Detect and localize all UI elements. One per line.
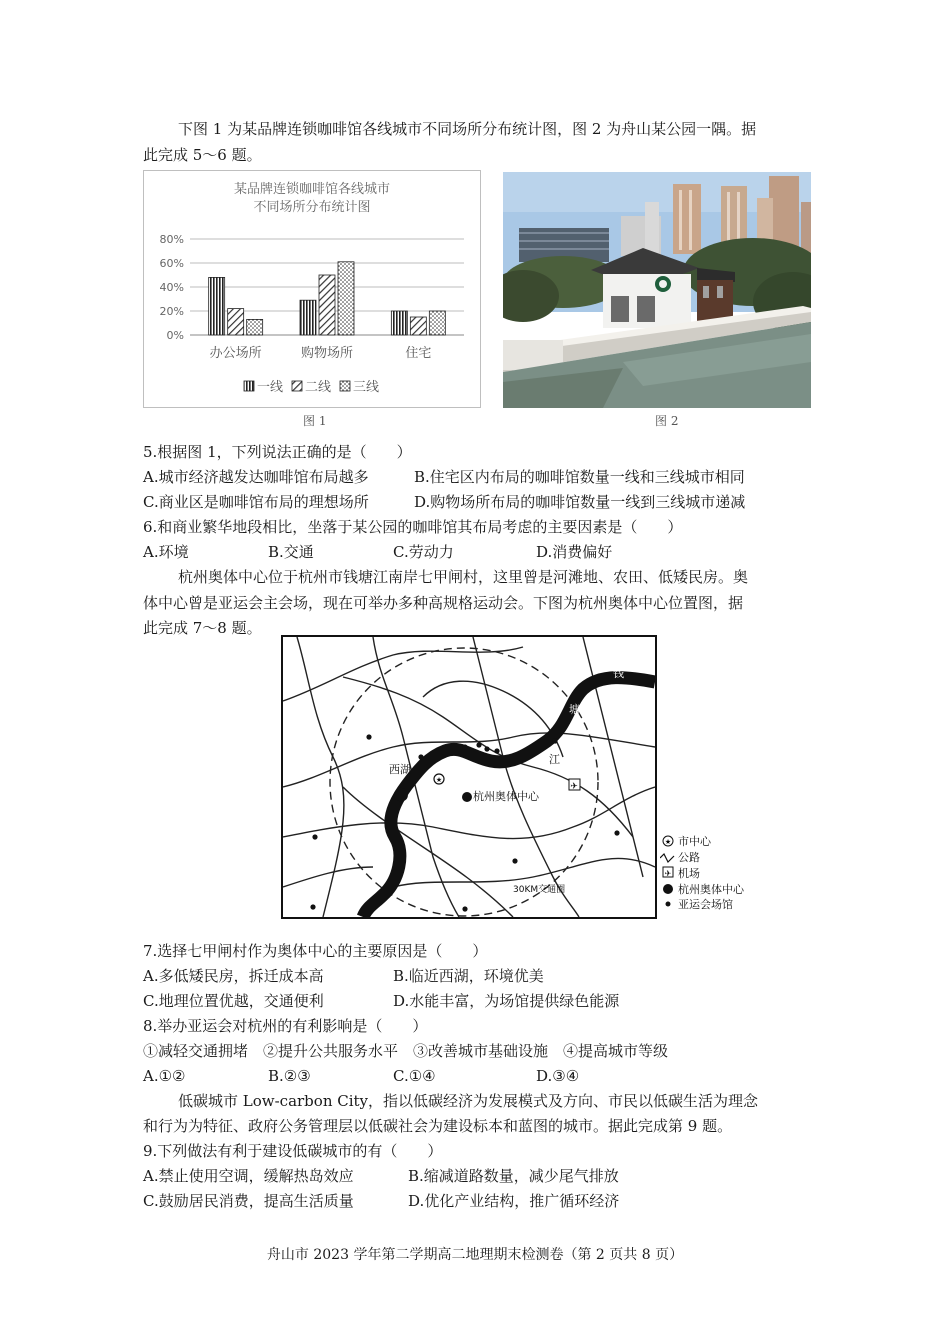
legend-swatch-三线 — [340, 381, 350, 391]
venue-dot — [484, 746, 489, 751]
river-char-2: 塘 — [569, 703, 580, 716]
q7-option-b: B.临近西湖，环境优美 — [393, 967, 544, 985]
olympic-center-marker — [462, 792, 472, 802]
venue-dot — [310, 904, 315, 909]
q9-option-d: D.优化产业结构，推广循环经济 — [408, 1192, 620, 1210]
legend-venue: 亚运会场馆 — [678, 898, 733, 911]
intro-paragraph-2-cont: 体中心曾是亚运会主会场，现在可举办多种高规格运动会。下图为杭州奥体中心位置图，据 — [143, 594, 744, 612]
q6-option-a: A.环境 — [143, 543, 189, 561]
road — [283, 867, 373, 887]
intro-paragraph-1-cont: 此完成 5～6 题。 — [143, 146, 262, 164]
venue-dot — [552, 738, 557, 743]
venue-dot — [366, 734, 371, 739]
figure-1-caption: 图 1 — [303, 414, 327, 428]
bar-三线-办公场所 — [247, 319, 263, 335]
legend-label-一线: 一线 — [257, 380, 284, 395]
question-7-stem: 7.选择七甲闸村作为奥体中心的主要原因是（ ） — [143, 942, 488, 960]
city-center-star-icon: ★ — [435, 776, 443, 784]
q6-option-b: B.交通 — [268, 543, 314, 561]
road — [393, 858, 655, 887]
x-category-label: 办公场所 — [209, 346, 262, 361]
q5-option-d: D.购物场所布局的咖啡馆数量一线到三线城市递减 — [414, 493, 746, 511]
intro-paragraph-2: 杭州奥体中心位于杭州市钱塘江南岸七甲闸村，这里曾是河滩地、农田、低矮民房。奥 — [178, 568, 749, 586]
q6-option-d: D.消费偏好 — [536, 543, 613, 561]
bar-二线-办公场所 — [228, 309, 244, 335]
airport-plane-icon: ✈ — [570, 782, 578, 792]
chart-title: 某品牌连锁咖啡馆各线城市 — [233, 182, 391, 197]
hangzhou-location-map — [281, 635, 657, 919]
question-8-stem: 8.举办亚运会对杭州的有利影响是（ ） — [143, 1017, 428, 1035]
intro-paragraph-3-cont: 和行为为特征、政府公务管理层以低碳社会为建设标本和蓝图的城市。据此完成第 9 题。 — [143, 1117, 733, 1135]
river-char-3: 江 — [549, 753, 560, 766]
road — [343, 787, 513, 917]
venue-dot — [476, 742, 481, 747]
olympic-center-label: 杭州奥体中心 — [473, 790, 539, 803]
q8-option-d: D.③④ — [536, 1067, 580, 1085]
venue-dot — [312, 834, 317, 839]
venue-dot — [494, 748, 499, 753]
bar-二线-住宅 — [410, 317, 426, 335]
page-footer: 舟山市 2023 学年第二学期高二地理期末检测卷（第 2 页共 8 页） — [266, 1247, 684, 1263]
bar-一线-住宅 — [391, 311, 407, 335]
q8-items: ①减轻交通拥堵 ②提升公共服务水平 ③改善城市基础设施 ④提高城市等级 — [143, 1042, 669, 1060]
venue-dot — [418, 754, 423, 759]
figure-2-photo — [503, 172, 811, 408]
bar-一线-办公场所 — [209, 277, 225, 335]
q6-option-c: C.劳动力 — [393, 543, 454, 561]
west-lake-label: 西湖 — [389, 763, 411, 776]
legend-road-icon — [660, 854, 674, 862]
x-category-label: 住宅 — [405, 346, 432, 361]
y-tick-label: 60% — [159, 257, 184, 270]
question-5-stem: 5.根据图 1，下列说法正确的是（ ） — [143, 443, 412, 461]
q8-option-b: B.②③ — [268, 1067, 311, 1085]
q5-option-b: B.住宅区内布局的咖啡馆数量一线和三线城市相同 — [414, 468, 745, 486]
venue-dot — [462, 906, 467, 911]
intro-paragraph-3: 低碳城市 Low-carbon City，指以低碳经济为发展模式及方向、市民以低碳生活为理念 — [178, 1092, 759, 1110]
bar-三线-购物场所 — [338, 262, 354, 335]
chart-subtitle: 不同场所分布统计图 — [253, 200, 371, 215]
bar-一线-购物场所 — [300, 300, 316, 335]
legend-plane-icon: ✈ — [664, 869, 672, 878]
question-6-stem: 6.和商业繁华地段相比，坐落于某公园的咖啡馆其布局考虑的主要因素是（ ） — [143, 518, 683, 536]
q7-option-d: D.水能丰富，为场馆提供绿色能源 — [393, 992, 620, 1010]
intro-paragraph-2-end: 此完成 7～8 题。 — [143, 619, 262, 637]
legend-olympic-icon — [663, 884, 673, 894]
legend-star-icon: ★ — [664, 838, 672, 846]
map-legend-svg — [660, 832, 760, 912]
bar-三线-住宅 — [429, 311, 445, 335]
map-svg — [283, 637, 655, 917]
q5-option-a: A.城市经济越发达咖啡馆布局越多 — [143, 468, 369, 486]
park-cafe-photo — [503, 172, 811, 408]
legend-venue-icon — [666, 902, 671, 907]
y-tick-label: 80% — [159, 233, 184, 246]
q8-option-c: C.①④ — [393, 1067, 436, 1085]
legend-olympic: 杭州奥体中心 — [678, 883, 744, 896]
intro-paragraph-1: 下图 1 为某品牌连锁咖啡馆各线城市不同场所分布统计图，图 2 为舟山某公园一隅。据 — [178, 120, 757, 138]
y-tick-label: 0% — [166, 329, 184, 342]
y-tick-label: 40% — [159, 281, 184, 294]
y-tick-label: 20% — [159, 305, 184, 318]
q9-option-a: A.禁止使用空调，缓解热岛效应 — [143, 1167, 354, 1185]
legend-swatch-二线 — [292, 381, 302, 391]
figure-2-caption: 图 2 — [655, 414, 679, 428]
map-legend — [660, 832, 760, 912]
question-9-stem: 9.下列做法有利于建设低碳城市的有（ ） — [143, 1142, 443, 1160]
bar-二线-购物场所 — [319, 275, 335, 335]
venue-dot — [614, 830, 619, 835]
legend-road: 公路 — [678, 851, 700, 864]
q9-option-c: C.鼓励居民消费，提高生活质量 — [143, 1192, 354, 1210]
legend-label-三线: 三线 — [353, 380, 380, 395]
venue-dot — [512, 858, 517, 863]
q7-option-c: C.地理位置优越，交通便利 — [143, 992, 324, 1010]
ring-label: 30KM交通圈 — [513, 885, 566, 895]
bar-chart — [144, 171, 480, 407]
q8-option-a: A.①② — [143, 1067, 186, 1085]
legend-airport: 机场 — [678, 867, 700, 880]
legend-swatch-一线 — [244, 381, 254, 391]
legend-label-二线: 二线 — [305, 380, 332, 395]
q7-option-a: A.多低矮民房，拆迁成本高 — [143, 967, 324, 985]
q9-option-b: B.缩减道路数量，减少尾气排放 — [408, 1167, 619, 1185]
legend-city-center: 市中心 — [678, 835, 711, 848]
q5-option-c: C.商业区是咖啡馆布局的理想场所 — [143, 493, 369, 511]
figure-1-chart — [143, 170, 481, 408]
river-char-1: 钱 — [613, 667, 624, 680]
x-category-label: 购物场所 — [300, 346, 354, 361]
venue-dot — [462, 744, 467, 749]
